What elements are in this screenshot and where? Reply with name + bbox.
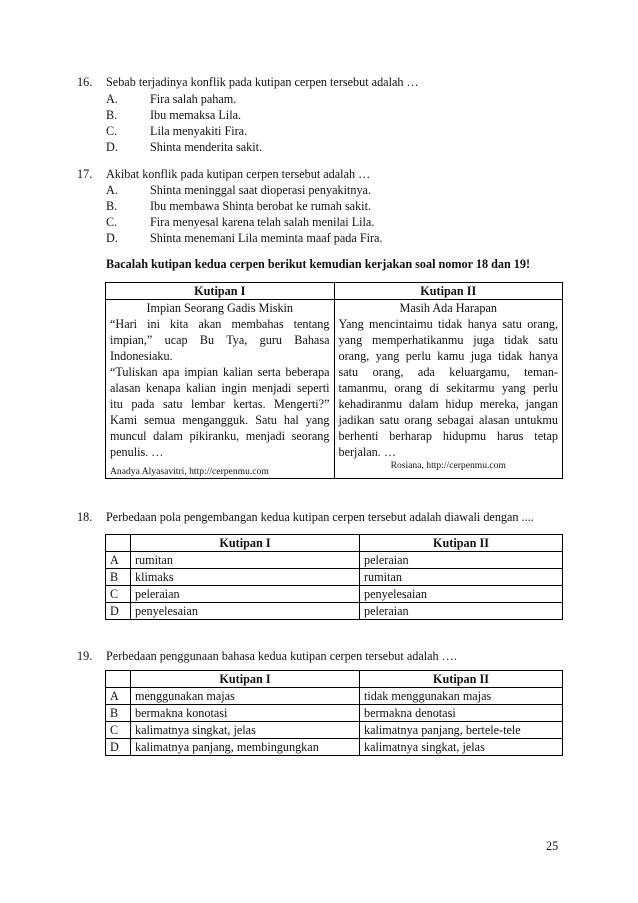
option-text: Lila menyakiti Fira. bbox=[150, 124, 248, 138]
page-number: 25 bbox=[546, 839, 559, 853]
option-text: Ibu membawa Shinta berobat ke rumah sakit. bbox=[150, 199, 372, 213]
table-row bbox=[106, 603, 563, 620]
table-row bbox=[106, 586, 563, 603]
option-letter: D. bbox=[106, 140, 118, 154]
instruction-text: Bacalah kutipan kedua cerpen berikut kemudian kerjakan soal nomor 18 dan 19! bbox=[106, 257, 531, 271]
question-number: 16. bbox=[77, 75, 93, 89]
question-text: Sebab terjadinya konflik pada kutipan cerpen tersebut adalah … bbox=[106, 75, 419, 89]
table-header-blank bbox=[106, 671, 131, 688]
table-header-kutipan-2: Kutipan II bbox=[360, 671, 563, 688]
option-text: Fira salah paham. bbox=[150, 92, 237, 106]
row-letter: C bbox=[106, 722, 131, 739]
option-text: Shinta menemani Lila meminta maaf pada Fira. bbox=[150, 231, 383, 245]
question-number: 19. bbox=[77, 649, 93, 663]
passage-2-title: Masih Ada Harapan bbox=[399, 301, 497, 315]
passage-1-body bbox=[110, 316, 330, 460]
table-header-row bbox=[106, 671, 563, 688]
question-number: 18. bbox=[77, 510, 93, 524]
table-header-kutipan-1: Kutipan I bbox=[131, 671, 360, 688]
row-kutipan-1: klimaks bbox=[131, 569, 360, 586]
passage-table bbox=[105, 282, 563, 479]
passage-1-paragraph: “Tuliskan apa impian kalian serta beberapa alasan kenapa kalian ingin menjadi seperti itu pada satu lembar kertas. Mengerti?” Kami semua mengangguk. Satu hal yang muncul dalam pikiranku, menjadi seorang penulis. … bbox=[110, 365, 330, 459]
table-row bbox=[106, 552, 563, 569]
row-kutipan-2: bermakna denotasi bbox=[360, 705, 563, 722]
table-row bbox=[106, 705, 563, 722]
question-text: Akibat konflik pada kutipan cerpen tersebut adalah … bbox=[106, 167, 371, 181]
row-letter: B bbox=[106, 569, 131, 586]
row-kutipan-2: peleraian bbox=[360, 603, 563, 620]
option-text: Fira menyesal karena telah salah menilai Lila. bbox=[150, 215, 375, 229]
passage-header-1: Kutipan I bbox=[106, 283, 335, 300]
passage-1 bbox=[106, 300, 335, 479]
option-text: Ibu memaksa Lila. bbox=[150, 108, 242, 122]
row-letter: D bbox=[106, 739, 131, 756]
table-row bbox=[106, 722, 563, 739]
option-letter: C. bbox=[106, 124, 118, 138]
row-kutipan-1: kalimatnya panjang, membingungkan bbox=[131, 739, 360, 756]
row-kutipan-2: rumitan bbox=[360, 569, 563, 586]
row-kutipan-2: kalimatnya panjang, bertele-tele bbox=[360, 722, 563, 739]
row-kutipan-2: peleraian bbox=[360, 552, 563, 569]
option-letter: A. bbox=[106, 92, 118, 106]
row-letter: B bbox=[106, 705, 131, 722]
row-kutipan-1: peleraian bbox=[131, 586, 360, 603]
option-letter: A. bbox=[106, 183, 118, 197]
question-text: Perbedaan penggunaan bahasa kedua kutipan cerpen tersebut adalah …. bbox=[106, 649, 457, 663]
table-header-kutipan-2: Kutipan II bbox=[360, 535, 563, 552]
table-row bbox=[106, 739, 563, 756]
table-row bbox=[106, 688, 563, 705]
option-letter: C. bbox=[106, 215, 118, 229]
row-kutipan-1: penyelesaian bbox=[131, 603, 360, 620]
row-kutipan-1: kalimatnya singkat, jelas bbox=[131, 722, 360, 739]
answer-table-18 bbox=[105, 534, 563, 620]
passage-2-body: Yang mencintaimu tidak hanya satu orang, yang memperhatikanmu juga tidak satu orang, yang perlu kamu juga tidak hanya satu orang, ada keluargamu, teman-tamanmu, orang di sekitarmu yang perlu kehadiranmu dalam hidup mereka, jangan jadikan satu orang sebagai alasan untukmu berhenti berharap hidupmu harus tetap berjalan. … bbox=[338, 317, 558, 459]
passage-2 bbox=[334, 300, 563, 479]
question-text: Perbedaan pola pengembangan kedua kutipan cerpen tersebut adalah diawali dengan .... bbox=[106, 510, 534, 524]
row-kutipan-2: penyelesaian bbox=[360, 586, 563, 603]
row-kutipan-1: menggunakan majas bbox=[131, 688, 360, 705]
option-letter: D. bbox=[106, 231, 118, 245]
row-kutipan-2: tidak menggunakan majas bbox=[360, 688, 563, 705]
passage-header-2: Kutipan II bbox=[334, 283, 563, 300]
row-letter: C bbox=[106, 586, 131, 603]
passage-2-source: Rosiana, http://cerpenmu.com bbox=[390, 460, 506, 471]
table-header-kutipan-1: Kutipan I bbox=[131, 535, 360, 552]
passage-1-source: Anadya Alyasavitri, http://cerpenmu.com bbox=[110, 466, 269, 477]
row-kutipan-2: kalimatnya singkat, jelas bbox=[360, 739, 563, 756]
option-letter: B. bbox=[106, 199, 118, 213]
passage-1-title: Impian Seorang Gadis Miskin bbox=[146, 301, 294, 315]
row-letter: D bbox=[106, 603, 131, 620]
row-kutipan-1: rumitan bbox=[131, 552, 360, 569]
answer-table-19 bbox=[105, 670, 563, 756]
table-header-row bbox=[106, 535, 563, 552]
table-header-blank bbox=[106, 535, 131, 552]
table-row bbox=[106, 569, 563, 586]
row-letter: A bbox=[106, 552, 131, 569]
row-letter: A bbox=[106, 688, 131, 705]
row-kutipan-1: bermakna konotasi bbox=[131, 705, 360, 722]
passage-header-row bbox=[106, 283, 563, 300]
question-number: 17. bbox=[77, 167, 93, 181]
option-text: Shinta meninggal saat dioperasi penyakitnya. bbox=[150, 183, 372, 197]
passage-content-row bbox=[106, 300, 563, 479]
option-letter: B. bbox=[106, 108, 118, 122]
option-text: Shinta menderita sakit. bbox=[150, 140, 263, 154]
passage-1-paragraph: “Hari ini kita akan membahas tentang impian,” ucap Bu Tya, guru Bahasa Indonesiaku. bbox=[110, 317, 330, 363]
